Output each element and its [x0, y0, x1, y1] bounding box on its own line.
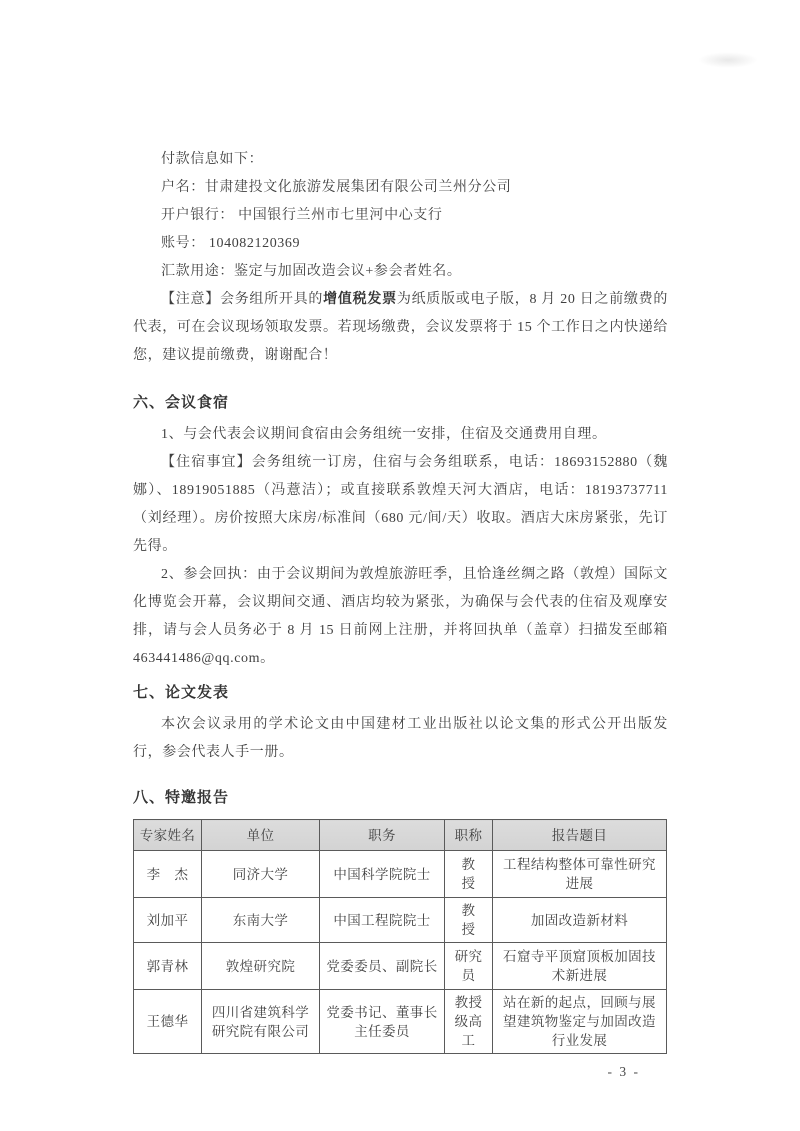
cell-title: 教 授 — [445, 851, 493, 898]
payment-account-number: 账号： 104082120369 — [161, 236, 301, 251]
cell-report-topic: 石窟寺平顶窟顶板加固技术新进展 — [493, 943, 667, 990]
col-header-position: 职务 — [320, 820, 445, 851]
table-row — [134, 851, 667, 898]
invoice-notice-paragraph — [133, 286, 668, 370]
section6-heading: 六、会议食宿 — [133, 395, 230, 411]
cell-title: 教授级高工 — [445, 990, 493, 1054]
section6-paragraph-1: 1、与会代表会议期间食宿由会务组统一安排，住宿及交通费用自理。 — [161, 427, 607, 442]
cell-expert-name: 李 杰 — [134, 851, 202, 898]
payment-bank: 开户银行： 中国银行兰州市七里河中心支行 — [161, 208, 443, 223]
page-number: - 3 - — [607, 1064, 640, 1079]
invited-reports-table — [133, 819, 667, 1054]
cell-organization: 四川省建筑科学研究院有限公司 — [202, 990, 320, 1054]
cell-report-topic: 工程结构整体可靠性研究进展 — [493, 851, 667, 898]
notice-vat-invoice-bold: 增值税发票 — [323, 292, 397, 307]
cell-expert-name: 刘加平 — [134, 898, 202, 943]
cell-expert-name: 王德华 — [134, 990, 202, 1054]
table-row — [134, 898, 667, 943]
section7-paragraph: 本次会议录用的学术论文由中国建材工业出版社以论文集的形式公开出版发行，参会代表人手一册。 — [133, 717, 668, 760]
payment-account-name: 户名：甘肃建投文化旅游发展集团有限公司兰州分公司 — [161, 180, 512, 195]
section6-paragraph-2: 【住宿事宜】会务组统一订房，住宿与会务组联系，电话：18693152880（魏娜）、18919051885（冯薏洁）；或直接联系敦煌天河大酒店，电话：18193737711（刘经理）。房价按照大床房/标准间（680 元/间/天）收取。酒店大床房紧张，先订先得。 — [133, 455, 668, 554]
notice-prefix-text: 【注意】会务组所开具的 — [161, 292, 324, 307]
cell-report-topic: 站在新的起点，回顾与展望建筑物鉴定与加固改造行业发展 — [493, 990, 667, 1054]
payment-intro: 付款信息如下： — [161, 152, 264, 167]
col-header-expert-name: 专家姓名 — [134, 820, 202, 851]
document-content — [133, 146, 668, 1082]
col-header-report-topic: 报告题目 — [493, 820, 667, 851]
cell-position: 中国工程院院士 — [320, 898, 445, 943]
notice-suffix-text: 为纸质版或电子版，8 月 20 日之前缴费的代表，可在会议现场领取发票。若现场缴费，会议发票将于 15 个工作日之内快递给您，建议提前缴费，谢谢配合！ — [133, 292, 669, 363]
col-header-title: 职称 — [445, 820, 493, 851]
table-header-row — [134, 820, 667, 851]
cell-report-topic: 加固改造新材料 — [493, 898, 667, 943]
cell-position: 中国科学院院士 — [320, 851, 445, 898]
payment-remit-purpose: 汇款用途：鉴定与加固改造会议+参会者姓名。 — [161, 264, 462, 279]
section6-paragraph-3: 2、参会回执：由于会议期间为敦煌旅游旺季，且恰逢丝绸之路（敦煌）国际文化博览会开幕，会议期间交通、酒店均较为紧张，为确保与会代表的住宿及观摩安排，请与会人员务必于 8 月 15 日前网上注册，并将回执单（盖章）扫描发至邮箱 463441486@qq.com。 — [133, 567, 668, 666]
table-row — [134, 990, 667, 1054]
section8-heading: 八、特邀报告 — [133, 790, 230, 806]
cell-organization: 敦煌研究院 — [202, 943, 320, 990]
cell-title: 教 授 — [445, 898, 493, 943]
col-header-organization: 单位 — [202, 820, 320, 851]
cell-title: 研究员 — [445, 943, 493, 990]
cell-expert-name: 郭青林 — [134, 943, 202, 990]
section7-heading: 七、论文发表 — [133, 685, 230, 701]
cell-organization: 同济大学 — [202, 851, 320, 898]
cell-position: 党委书记、董事长 主任委员 — [320, 990, 445, 1054]
table-row — [134, 943, 667, 990]
cell-position: 党委委员、副院长 — [320, 943, 445, 990]
cell-organization: 东南大学 — [202, 898, 320, 943]
scan-smudge-artifact — [698, 52, 758, 68]
